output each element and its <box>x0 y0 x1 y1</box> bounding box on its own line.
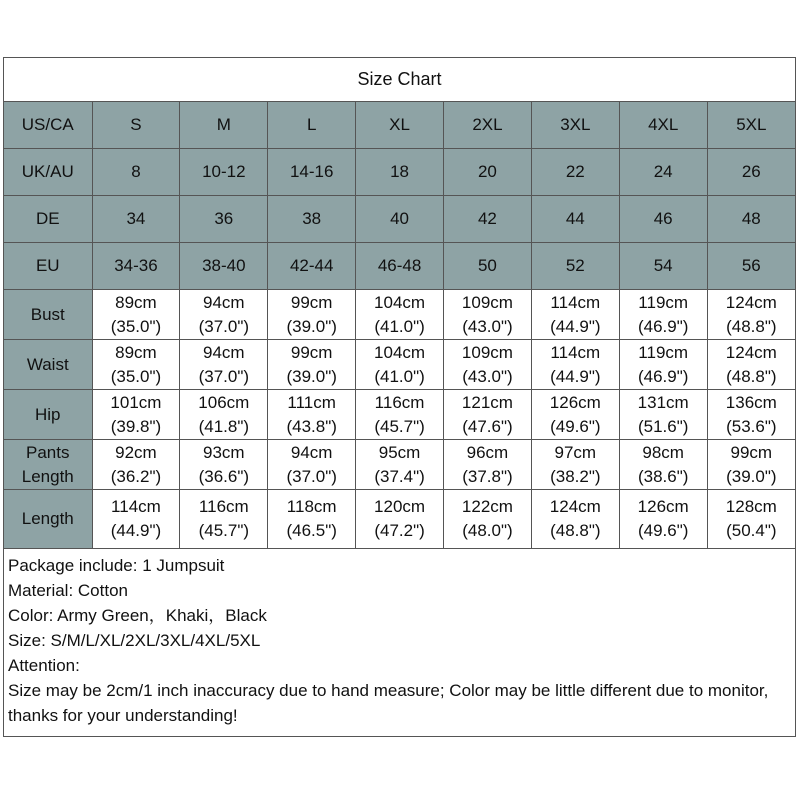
inch-value: (50.4") <box>726 521 777 540</box>
inch-value: (37.0") <box>198 366 250 386</box>
inch-value: (38.6") <box>637 466 689 486</box>
cm-value: 119cm <box>638 342 689 362</box>
measurement-cell <box>268 340 356 390</box>
size-cell: 14-16 <box>268 149 356 196</box>
row-label: Hip <box>4 390 92 440</box>
conversion-row <box>4 196 795 243</box>
measurement-cell <box>92 440 180 490</box>
cm-value: 126cm <box>549 392 601 412</box>
inch-value: (39.0") <box>286 316 337 336</box>
inch-value: (44.9") <box>110 521 162 540</box>
inch-value: (35.0") <box>110 366 162 386</box>
cm-value: 109cm <box>461 342 513 362</box>
inch-value: (44.9") <box>550 366 601 386</box>
measurement-cell <box>531 390 619 440</box>
size-cell: 48 <box>707 196 795 243</box>
cm-value: 93cm <box>203 442 245 462</box>
measurement-cell <box>180 390 268 440</box>
measurement-cell <box>356 390 444 440</box>
inch-value: (37.0") <box>198 316 250 336</box>
size-cell: 46 <box>619 196 707 243</box>
size-cell: 20 <box>444 149 532 196</box>
inch-value: (39.0") <box>726 466 777 486</box>
measurement-cell <box>707 490 795 549</box>
inch-value: (47.6") <box>462 416 513 436</box>
inch-value: (39.0") <box>286 366 337 386</box>
inch-value: (43.0") <box>462 316 513 336</box>
cm-value: 118cm <box>286 497 337 516</box>
measurement-cell <box>92 490 180 549</box>
conversion-row <box>4 102 795 149</box>
cm-value: 92cm <box>115 442 157 462</box>
size-table <box>4 102 795 549</box>
cm-value: 136cm <box>725 392 777 412</box>
inch-value: (46.9") <box>637 366 689 386</box>
measurement-cell <box>444 290 532 340</box>
cm-value: 94cm <box>290 442 333 462</box>
measurement-row <box>4 340 795 390</box>
size-cell: 52 <box>531 243 619 290</box>
size-cell: 42-44 <box>268 243 356 290</box>
measurement-cell <box>619 340 707 390</box>
measurement-cell <box>180 340 268 390</box>
measurement-cell <box>707 340 795 390</box>
measurement-cell <box>268 490 356 549</box>
inch-value: (46.5") <box>286 521 337 540</box>
cm-value: 111cm <box>287 392 336 412</box>
measurement-cell <box>619 440 707 490</box>
measurement-cell <box>531 490 619 549</box>
row-label: UK/AU <box>4 149 92 196</box>
size-cell: 4XL <box>619 102 707 149</box>
inch-value: (51.6") <box>637 416 689 436</box>
inch-value: (36.2") <box>110 466 162 486</box>
measurement-cell <box>268 440 356 490</box>
measurement-cell <box>444 440 532 490</box>
note-line: Attention: <box>8 656 80 675</box>
measurement-cell <box>531 290 619 340</box>
size-cell: 40 <box>356 196 444 243</box>
measurement-cell <box>707 390 795 440</box>
inch-value: (46.9") <box>637 316 689 336</box>
cm-value: 96cm <box>466 442 509 462</box>
note-line: Size: S/M/L/XL/2XL/3XL/4XL/5XL <box>8 631 261 650</box>
conversion-row <box>4 149 795 196</box>
cm-value: 99cm <box>290 342 333 362</box>
measurement-cell <box>531 440 619 490</box>
row-label: DE <box>4 196 92 243</box>
size-cell: 38 <box>268 196 356 243</box>
size-cell: L <box>268 102 356 149</box>
measurement-cell <box>180 440 268 490</box>
inch-value: (39.8") <box>110 416 162 436</box>
measurement-cell <box>619 490 707 549</box>
cm-value: 116cm <box>198 497 249 516</box>
inch-value: (48.8") <box>726 316 777 336</box>
chart-title: Size Chart <box>4 58 795 102</box>
inch-value: (43.8") <box>286 416 337 436</box>
inch-value: (49.6") <box>550 416 601 436</box>
size-cell: 54 <box>619 243 707 290</box>
inch-value: (35.0") <box>110 316 162 336</box>
cm-value: 99cm <box>730 442 773 462</box>
inch-value: (44.9") <box>550 316 601 336</box>
measurement-cell <box>356 340 444 390</box>
measurement-cell <box>92 340 180 390</box>
size-cell: 18 <box>356 149 444 196</box>
size-cell: 42 <box>444 196 532 243</box>
cm-value: 119cm <box>638 292 689 312</box>
product-notes <box>4 549 795 728</box>
cm-value: 98cm <box>642 442 684 462</box>
note-line: Package include: 1 Jumpsuit <box>8 556 225 575</box>
cm-value: 104cm <box>374 292 426 312</box>
inch-value: (38.2") <box>550 466 601 486</box>
size-cell: 3XL <box>531 102 619 149</box>
size-cell: 44 <box>531 196 619 243</box>
measurement-cell <box>180 490 268 549</box>
measurement-cell <box>356 490 444 549</box>
size-cell: 56 <box>707 243 795 290</box>
measurement-cell <box>356 290 444 340</box>
conversion-row <box>4 243 795 290</box>
size-cell: XL <box>356 102 444 149</box>
measurement-cell <box>531 340 619 390</box>
note-line: Size may be 2cm/1 inch inaccuracy due to hand measure; Color may be little different due to monitor, thanks for your understanding! <box>8 681 774 725</box>
size-cell: 2XL <box>444 102 532 149</box>
cm-value: 99cm <box>290 292 333 312</box>
cm-value: 94cm <box>203 292 245 312</box>
row-label: Length <box>4 490 92 549</box>
cm-value: 109cm <box>461 292 513 312</box>
size-cell: 22 <box>531 149 619 196</box>
cm-value: 101cm <box>110 392 162 412</box>
cm-value: 131cm <box>637 392 689 412</box>
inch-value: (41.0") <box>374 316 425 336</box>
cm-value: 89cm <box>115 342 157 362</box>
size-cell: 24 <box>619 149 707 196</box>
cm-value: 116cm <box>374 392 425 412</box>
row-label: Bust <box>4 290 92 340</box>
cm-value: 126cm <box>637 497 689 516</box>
measurement-row <box>4 490 795 549</box>
measurement-cell <box>92 390 180 440</box>
measurement-cell <box>444 390 532 440</box>
size-cell: 50 <box>444 243 532 290</box>
size-cell: 34 <box>92 196 180 243</box>
size-cell: 46-48 <box>356 243 444 290</box>
measurement-row <box>4 290 795 340</box>
inch-value: (41.8") <box>198 416 250 436</box>
cm-value: 106cm <box>198 392 250 412</box>
row-label: EU <box>4 243 92 290</box>
cm-value: 97cm <box>554 442 597 462</box>
row-label: Pants Length <box>4 440 92 490</box>
cm-value: 121cm <box>461 392 513 412</box>
cm-value: 124cm <box>725 342 777 362</box>
size-cell: M <box>180 102 268 149</box>
note-line: Material: Cotton <box>8 581 128 600</box>
size-cell: 34-36 <box>92 243 180 290</box>
size-cell: 38-40 <box>180 243 268 290</box>
size-cell: 26 <box>707 149 795 196</box>
inch-value: (43.0") <box>462 366 513 386</box>
inch-value: (41.0") <box>374 366 425 386</box>
cm-value: 95cm <box>378 442 421 462</box>
inch-value: (37.8") <box>462 466 513 486</box>
measurement-cell <box>619 390 707 440</box>
measurement-cell <box>92 290 180 340</box>
inch-value: (45.7") <box>374 416 425 436</box>
measurement-row <box>4 440 795 490</box>
inch-value: (36.6") <box>198 466 250 486</box>
cm-value: 114cm <box>550 342 601 362</box>
row-label: US/CA <box>4 102 92 149</box>
inch-value: (37.4") <box>374 466 425 486</box>
measurement-row <box>4 390 795 440</box>
measurement-cell <box>268 390 356 440</box>
cm-value: 124cm <box>549 497 601 516</box>
cm-value: 122cm <box>461 497 513 516</box>
cm-value: 128cm <box>725 497 777 516</box>
inch-value: (37.0") <box>286 466 337 486</box>
inch-value: (47.2") <box>374 521 425 540</box>
size-cell: 8 <box>92 149 180 196</box>
measurement-cell <box>444 340 532 390</box>
cm-value: 120cm <box>374 497 426 516</box>
inch-value: (48.8") <box>726 366 777 386</box>
measurement-cell <box>619 290 707 340</box>
cm-value: 114cm <box>111 497 161 516</box>
measurement-cell <box>707 440 795 490</box>
measurement-cell <box>180 290 268 340</box>
inch-value: (45.7") <box>198 521 250 540</box>
size-cell: 10-12 <box>180 149 268 196</box>
cm-value: 89cm <box>115 292 157 312</box>
inch-value: (48.8") <box>550 521 601 540</box>
measurement-cell <box>707 290 795 340</box>
inch-value: (49.6") <box>637 521 689 540</box>
cm-value: 94cm <box>203 342 245 362</box>
size-cell: S <box>92 102 180 149</box>
cm-value: 124cm <box>725 292 777 312</box>
measurement-cell <box>356 440 444 490</box>
size-cell: 36 <box>180 196 268 243</box>
size-cell: 5XL <box>707 102 795 149</box>
measurement-cell <box>268 290 356 340</box>
inch-value: (53.6") <box>726 416 777 436</box>
note-line: Color: Army Green，Khaki，Black <box>8 606 267 625</box>
measurement-cell <box>444 490 532 549</box>
inch-value: (48.0") <box>462 521 513 540</box>
row-label: Waist <box>4 340 92 390</box>
size-chart-sheet <box>3 57 796 737</box>
cm-value: 104cm <box>374 342 426 362</box>
cm-value: 114cm <box>550 292 601 312</box>
